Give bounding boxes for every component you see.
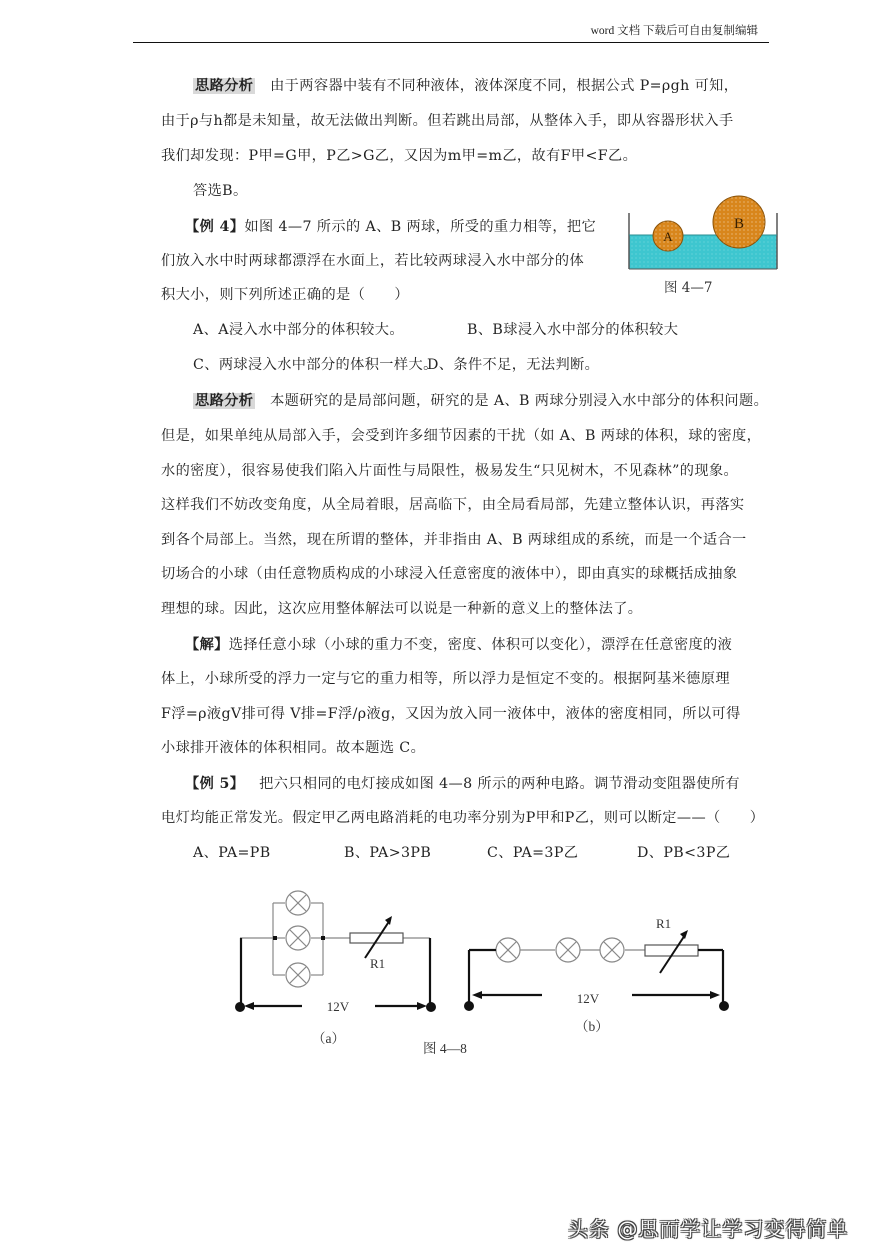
svg-text:12V: 12V <box>576 991 600 1006</box>
analysis1-line1: 思路分析 由于两容器中装有不同种液体，液体深度不同，根据公式 P=ρgh 可知， <box>195 78 739 94</box>
example4-option-d: D、条件不足，无法判断。 <box>427 357 600 373</box>
circuit-a-label: （a） <box>312 1031 345 1046</box>
svg-text:A: A <box>663 229 673 244</box>
circuit-b-label: （b） <box>575 1019 609 1034</box>
analysis1-line3: 我们却发现：P甲=G甲，P乙>G乙，又因为m甲=m乙，故有F甲<F乙。 <box>161 148 638 164</box>
ball-b <box>713 196 765 248</box>
header-text: word 文档 下载后可自由复制编辑 <box>590 25 758 37</box>
example-tag: 【例 4】 <box>185 219 245 235</box>
example4-option-a: A、A浸入水中部分的体积较大。 <box>193 322 404 338</box>
example5-line2: 电灯均能正常发光。假定甲乙两电路消耗的电功率分别为P甲和P乙，则可以断定——（ ） <box>161 810 765 826</box>
analysis2-line1: 思路分析 本题研究的是局部问题，研究的是 A、B 两球分别浸入水中部分的体积问题。 <box>195 393 769 409</box>
svg-text:12V: 12V <box>326 999 350 1014</box>
solution-line1: 【解】选择任意小球（小球的重力不变，密度、体积可以变化），漂浮在任意密度的液 <box>185 637 733 653</box>
circuit-b-diagram <box>460 900 740 1020</box>
header-rule <box>133 42 769 43</box>
ball-a <box>653 221 683 251</box>
analysis1-line2: 由于ρ与h都是未知量，故无法做出判断。但若跳出局部，从整体入手，即从容器形状入手 <box>161 113 734 129</box>
watermark: 头条 @思而学让学习变得简单 <box>568 1217 849 1241</box>
example5-option-b: B、PA>3PB <box>344 845 432 861</box>
lamp-icon <box>496 938 624 962</box>
analysis2-line5: 到各个局部上。当然，现在所谓的整体，并非指由 A、B 两球组成的系统，而是一个适合一 <box>161 532 747 548</box>
example5-line1: 【例 5】 把六只相同的电灯接成如图 4—8 所示的两种电路。调节滑动变阻器使所有 <box>185 776 740 792</box>
solution-line4: 小球排开液体的体积相同。故本题选 C。 <box>161 740 426 756</box>
analysis2-line6: 切场合的小球（由任意物质构成的小球浸入任意密度的液体中），即由真实的球概括成抽象 <box>161 566 738 582</box>
example5-option-d: D、PB<3P乙 <box>637 845 731 861</box>
figure-4-7-caption: 图 4—7 <box>664 280 713 296</box>
figure-4-7-balls-in-water <box>627 193 779 271</box>
example-tag: 【例 5】 <box>185 776 245 792</box>
lamp-icon <box>286 891 310 987</box>
analysis-label: 思路分析 <box>195 393 254 409</box>
circuit-a-diagram <box>230 888 445 1018</box>
svg-text:R1: R1 <box>656 916 672 931</box>
solution-line3: F浮=ρ液gV排可得 V排=F浮/ρ液g，又因为放入同一液体中，液体的密度相同，所以可得 <box>161 706 741 722</box>
solution-tag: 【解】 <box>185 637 229 653</box>
example4-option-c: C、两球浸入水中部分的体积一样大。 <box>193 357 438 373</box>
example4-option-b: B、B球浸入水中部分的体积较大 <box>467 322 679 338</box>
example4-line2: 们放入水中时两球都漂浮在水面上，若比较两球浸入水中部分的体 <box>161 253 585 269</box>
analysis-label: 思路分析 <box>195 78 254 94</box>
analysis2-line3: 水的密度），很容易使我们陷入片面性与局限性，极易发生“只见树木，不见森林”的现象。 <box>161 463 739 479</box>
analysis2-line4: 这样我们不妨改变角度，从全局着眼，居高临下，由全局看局部，先建立整体认识，再落实 <box>161 497 745 513</box>
svg-text:B: B <box>733 216 745 232</box>
example4-line1: 【例 4】如图 4—7 所示的 A、B 两球，所受的重力相等，把它 <box>185 219 597 235</box>
analysis2-line2: 但是，如果单纯从局部入手，会受到许多细节因素的干扰（如 A、B 两球的体积，球的密度， <box>161 428 762 444</box>
figure-4-8-caption: 图 4—8 <box>423 1041 467 1056</box>
example4-line3: 积大小，则下列所述正确的是（ ） <box>161 287 409 303</box>
example5-option-c: C、PA=3P乙 <box>487 845 579 861</box>
example5-option-a: A、PA=PB <box>193 845 271 861</box>
solution-line2: 体上，小球所受的浮力一定与它的重力相等，所以浮力是恒定不变的。根据阿基米德原理 <box>161 671 730 687</box>
analysis2-line7: 理想的球。因此，这次应用整体解法可以说是一种新的意义上的整体法了。 <box>161 601 643 617</box>
svg-text:R1: R1 <box>370 956 386 971</box>
analysis1-answer: 答选B。 <box>193 183 248 199</box>
